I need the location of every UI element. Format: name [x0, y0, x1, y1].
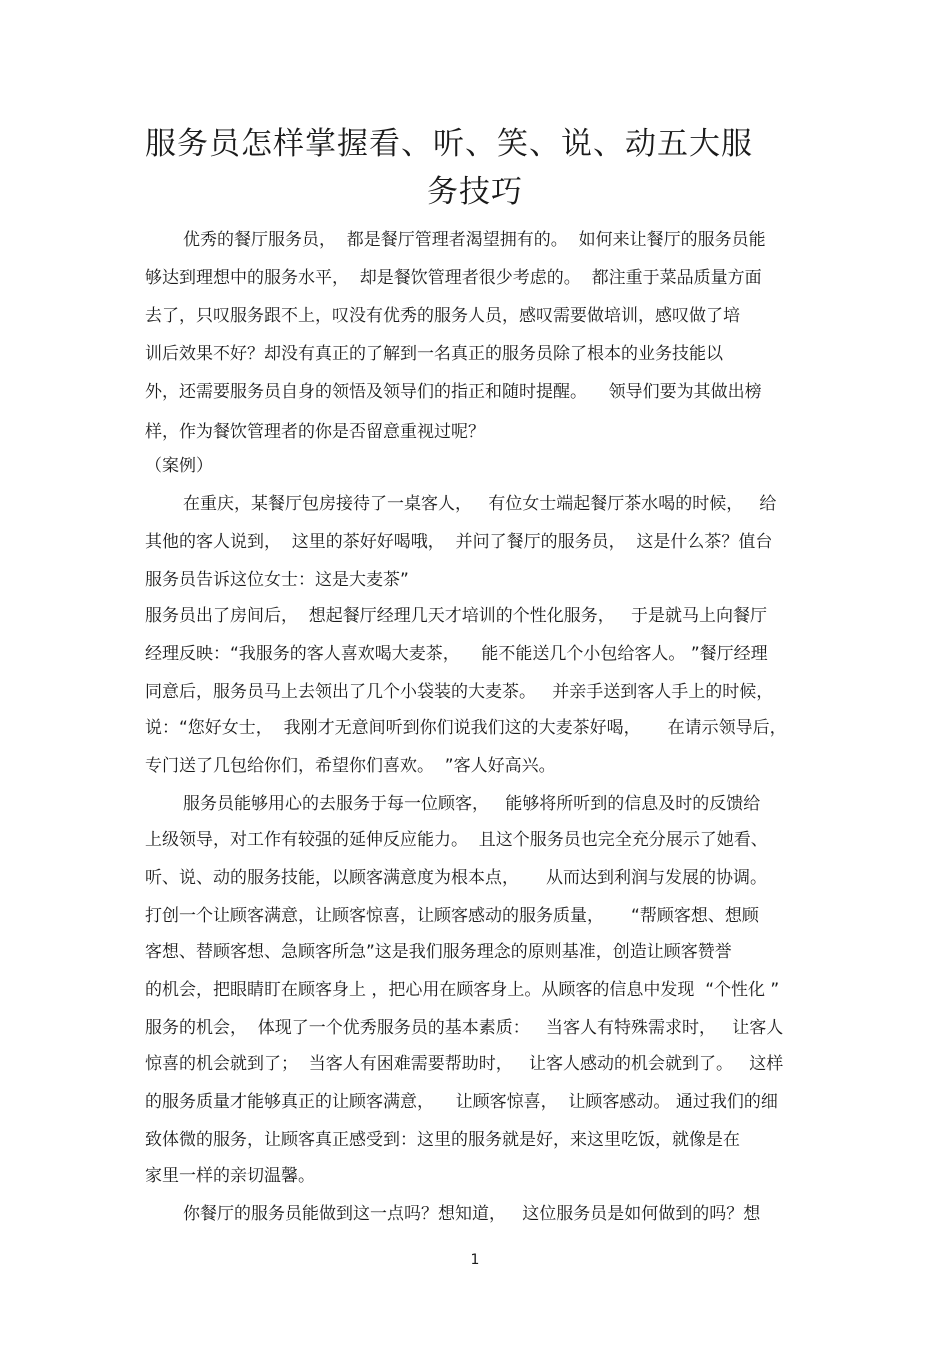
paragraph-line: 经理反映：“我服务的客人喜欢喝大麦茶， 能不能送几个小包给客人。 ”餐厅经理 — [145, 644, 768, 664]
paragraph-line: 优秀的餐厅服务员， 都是餐厅管理者渴望拥有的。 如何来让餐厅的服务员能 — [183, 230, 766, 250]
paragraph-line: 惊喜的机会就到了； 当客人有困难需要帮助时， 让客人感动的机会就到了。 这样 — [145, 1054, 784, 1074]
paragraph-line: 的服务质量才能够真正的让顾客满意， 让顾客惊喜， 让顾客感动。 通过我们的细 — [145, 1092, 778, 1112]
paragraph-line: 去了，只叹服务跟不上，叹没有优秀的服务人员，感叹需要做培训，感叹做了培 — [145, 306, 740, 326]
paragraph-line: 听、说、动的服务技能，以顾客满意度为根本点， 从而达到利润与发展的协调。 — [145, 868, 768, 888]
paragraph-line: 服务员出了房间后， 想起餐厅经理几天才培训的个性化服务， 于是就马上向餐厅 — [145, 606, 768, 626]
paragraph-line: 训后效果不好？却没有真正的了解到一名真正的服务员除了根本的业务技能以 — [145, 344, 723, 364]
document-title-line-1: 服务员怎样掌握看、听、笑、说、动五大服 — [145, 126, 753, 162]
page-number: 1 — [470, 1252, 480, 1268]
paragraph-line: 说：“您好女士， 我刚才无意间听到你们说我们这的大麦茶好喝， 在请示领导后， — [145, 718, 787, 738]
paragraph-line: 在重庆，某餐厅包房接待了一桌客人， 有位女士端起餐厅茶水喝的时候， 给 — [183, 494, 777, 514]
paragraph-line: 样，作为餐饮管理者的你是否留意重视过呢？ — [145, 422, 485, 442]
paragraph-line: 同意后，服务员马上去领出了几个小袋装的大麦茶。 并亲手送到客人手上的时候， — [145, 682, 774, 702]
paragraph-line: 服务员告诉这位女士：这是大麦茶” — [145, 570, 409, 590]
case-label: （案例） — [145, 456, 213, 476]
paragraph-line: 上级领导，对工作有较强的延伸反应能力。 且这个服务员也完全充分展示了她看、 — [145, 830, 768, 850]
paragraph-line: 专门送了几包给你们，希望你们喜欢。 ”客人好高兴。 — [145, 756, 556, 776]
paragraph-line: 你餐厅的服务员能做到这一点吗？想知道， 这位服务员是如何做到的吗？想 — [183, 1204, 761, 1224]
paragraph-line: 客想、替顾客想、急顾客所急”这是我们服务理念的原则基准，创造让顾客赞誉 — [145, 942, 732, 962]
paragraph-line: 外，还需要服务员自身的领悟及领导们的指正和随时提醒。 领导们要为其做出榜 — [145, 382, 762, 402]
paragraph-line: 家里一样的亲切温馨。 — [145, 1166, 315, 1186]
paragraph-line: 的机会，把眼睛盯在顾客身上 ，把心用在顾客身上。从顾客的信息中发现 “个性化 ” — [145, 980, 780, 1000]
paragraph-line: 够达到理想中的服务水平， 却是餐饮管理者很少考虑的。 都注重于菜品质量方面 — [145, 268, 762, 288]
paragraph-line: 服务员能够用心的去服务于每一位顾客， 能够将所听到的信息及时的反馈给 — [183, 794, 761, 814]
paragraph-line: 打创一个让顾客满意，让顾客惊喜，让顾客感动的服务质量， “帮顾客想、想顾 — [145, 906, 759, 926]
paragraph-line: 服务的机会， 体现了一个优秀服务员的基本素质： 当客人有特殊需求时， 让客人 — [145, 1018, 784, 1038]
paragraph-line: 致体微的服务，让顾客真正感受到：这里的服务就是好，来这里吃饭，就像是在 — [145, 1130, 740, 1150]
paragraph-line: 其他的客人说到， 这里的茶好好喝哦， 并问了餐厅的服务员， 这是什么茶？值台 — [145, 532, 773, 552]
document-title-line-2: 务技巧 — [427, 174, 523, 210]
